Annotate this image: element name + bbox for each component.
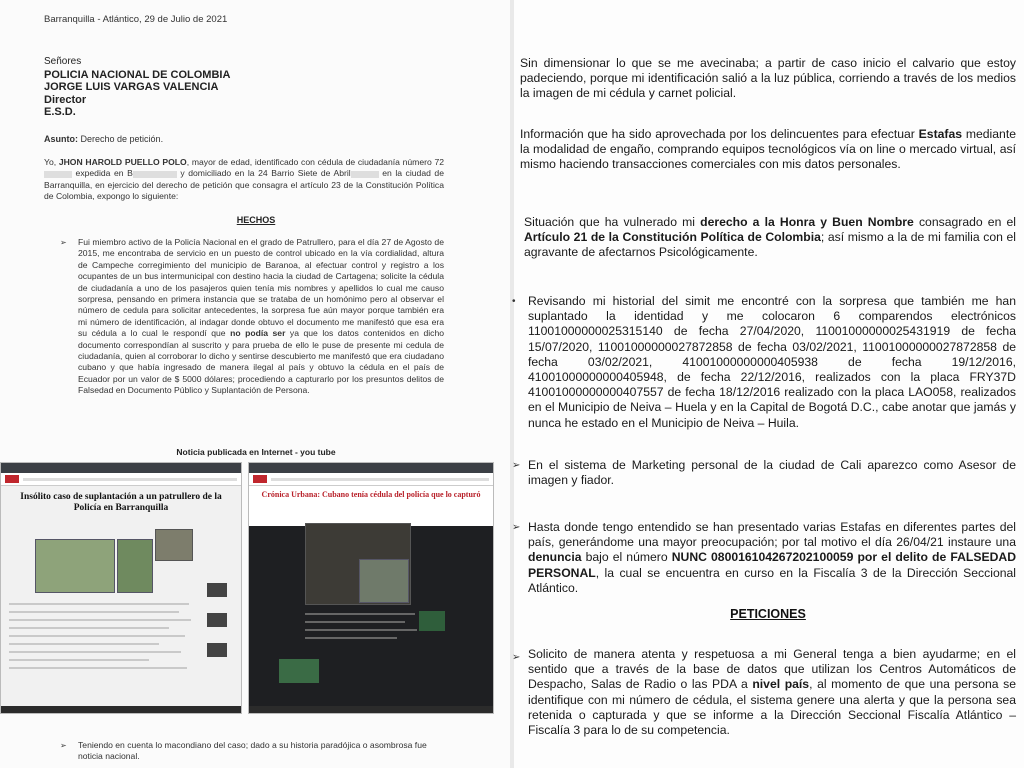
petitioner-name: JHON HAROLD PUELLO POLO bbox=[58, 157, 187, 167]
ad-thumbnail bbox=[419, 611, 445, 631]
news-caption: Noticia publicada en Internet - you tube bbox=[176, 447, 336, 457]
paragraph-emphasis: Artículo 21 de la Constitución Política de Colombia bbox=[524, 230, 821, 245]
article-text-line bbox=[9, 619, 191, 621]
paragraph-emphasis: denuncia bbox=[528, 550, 582, 565]
recipient-dept: E.S.D. bbox=[44, 106, 76, 119]
recipient-name: JORGE LUIS VARGAS VALENCIA bbox=[44, 81, 219, 94]
intro-paragraph bbox=[44, 157, 444, 203]
paragraph-emphasis: Estafas bbox=[918, 127, 963, 141]
paragraph-text: , al momento de que una persona se identifique con mi número de cédula, el sistema genere una alerta y que la persona sea retenida o capturada y que se informe a la Dirección Seccional Fiscalía Atlántico – Fiscalía 3 para lo de su competencia. bbox=[528, 677, 1016, 738]
paragraph-emphasis: derecho a la Honra y Buen Nombre bbox=[700, 215, 914, 229]
paragraph-text: , la cual se encuentra en curso en la Fiscalía 3 de la Dirección Seccional Atlántico. bbox=[528, 565, 1016, 595]
subject-label: Asunto: bbox=[44, 134, 78, 144]
article-text-line bbox=[305, 613, 415, 615]
browser-titlebar bbox=[1, 463, 241, 473]
article-text-line bbox=[9, 643, 159, 645]
paragraph-denuncia bbox=[528, 520, 1016, 596]
police-card-image bbox=[117, 539, 153, 593]
paragraph-marketing: En el sistema de Marketing personal de la ciudad de Cali aparezco como Asesor de imagen y fiador. bbox=[528, 458, 1016, 488]
intro-text: Yo, bbox=[44, 157, 59, 167]
os-taskbar bbox=[249, 706, 493, 713]
redaction-blur bbox=[351, 171, 379, 178]
recipient-org: POLICIA NACIONAL DE COLOMBIA bbox=[44, 68, 231, 81]
redaction-blur bbox=[44, 171, 72, 178]
paragraph-honra bbox=[524, 215, 1016, 261]
paragraph-text: Solicito de manera atenta y respetuosa a mi General tenga a bien ayudarme; en el sentido que a través de la base de datos que utilizan los Centros Automáticos de Despacho, Salas de Radio o las PDA a bbox=[528, 647, 1016, 692]
hechos-text: ya que los datos contenidos en dicho documento correspondían al suscrito y para prueba de ello le puse de presente mi cedula de ciudadanía, quien al corroborar lo dicho y sentirse descubierto me manifestó que era ciudadano cubano y que había ingresado de manera ilegal al país y obtuvo la cédula en el país de Ecuador por un valor de $ 5000 dólares; procediendo a capturarlo por los presuntos delitos de Falsedad en Documento Público y Suplantación de Persona. bbox=[78, 328, 445, 396]
paragraph-text: Información que ha sido aprovechada por los delincuentes para efectuar bbox=[520, 127, 919, 141]
intro-text: expedida en B bbox=[72, 168, 133, 179]
news-headline-1: Insólito caso de suplantación a un patrullero de la Policía en Barranquilla bbox=[20, 492, 222, 513]
id-card-image bbox=[359, 559, 409, 603]
article-text-line bbox=[9, 635, 185, 637]
bullet-arrow-icon: ➢ bbox=[60, 238, 67, 247]
article-text-line bbox=[305, 621, 405, 623]
paragraph-calvario: Sin dimensionar lo que se me avecinaba; a partir de caso inicio el calvario que estoy padeciendo, porque mi identificación salió a la luz pública, corriendo a través de los medios la imagen de mi cédula y carnet policial. bbox=[520, 56, 1016, 101]
paragraph-solicitud bbox=[528, 647, 1016, 738]
intro-text: , mayor de edad, identificado con cédula de ciudadanía número 72 bbox=[186, 157, 444, 167]
paragraph-emphasis: NUNC 080016104267202100059 por el delito de FALSEDAD PERSONAL bbox=[528, 550, 1016, 580]
article-text-line bbox=[9, 667, 187, 669]
closing-paragraph: Teniendo en cuenta lo macondiano del caso; dado a su historia paradójica o asombrosa fue noticia nacional. bbox=[78, 740, 427, 762]
sidebar-thumbnail bbox=[207, 643, 227, 657]
news-headline-2: Crónica Urbana: Cubano tenía cédula del policía que lo capturó bbox=[261, 490, 481, 499]
id-card-image bbox=[35, 539, 115, 593]
site-menu-bar bbox=[271, 478, 489, 481]
news-screenshot-1 bbox=[0, 462, 242, 714]
recipient-title: Director bbox=[44, 93, 87, 106]
paragraph-emphasis: nivel país bbox=[752, 677, 810, 692]
officer-photo bbox=[155, 529, 193, 561]
paragraph-text: Situación que ha vulnerado mi bbox=[524, 215, 701, 229]
bullet-arrow-icon: ➢ bbox=[512, 460, 521, 471]
site-logo-icon bbox=[253, 475, 267, 483]
subject-text: Derecho de petición. bbox=[80, 134, 164, 144]
hechos-paragraph bbox=[78, 237, 444, 397]
letter-date: Barranquilla - Atlántico, 29 de Julio de 2021 bbox=[44, 14, 228, 25]
subject-line bbox=[44, 134, 163, 144]
article-text-line bbox=[305, 629, 417, 631]
browser-titlebar bbox=[249, 463, 493, 473]
ad-thumbnail bbox=[279, 659, 319, 683]
intro-text: en la ciudad de Barranquilla, en ejercicio del derecho de petición que consagra el artículo 23 de la Constitución Política de Colombia, expongo lo siguiente: bbox=[44, 168, 444, 202]
paragraph-text: ; así mismo a la de mi familia con el agravante de afectarnos Psicológicamente. bbox=[524, 230, 1016, 260]
headline-area bbox=[249, 486, 493, 526]
news-site-header bbox=[249, 473, 493, 486]
bullet-arrow-icon: ➢ bbox=[512, 652, 521, 663]
bullet-arrow-icon: ➢ bbox=[512, 522, 521, 533]
paragraph-text: Hasta donde tengo entendido se han presentado varias Estafas en diferentes partes del país, generándome una mayor preocupación; por tal motivo el día 26/04/21 instaure una bbox=[528, 520, 1016, 550]
bullet-arrow-icon: ➢ bbox=[60, 741, 67, 750]
article-text-line bbox=[9, 611, 179, 613]
news-screenshot-2 bbox=[248, 462, 494, 714]
news-site-header bbox=[1, 473, 241, 486]
sidebar-thumbnail bbox=[207, 583, 227, 597]
article-text-line bbox=[9, 659, 149, 661]
hechos-emphasis: no podía ser bbox=[230, 328, 286, 339]
paragraph-text: mediante la modalidad de engaño, comprando equipos tecnológicos vía on line o mercado virtual, así mismo haciendo transacciones comerciales con mis datos personales. bbox=[520, 127, 1016, 172]
peticiones-heading: PETICIONES bbox=[730, 607, 806, 621]
article-text-line bbox=[305, 637, 397, 639]
article-text-line bbox=[9, 627, 169, 629]
intro-text: y domiciliado en la 24 Barrio Siete de Abril bbox=[176, 168, 351, 179]
recipient-block bbox=[44, 56, 230, 119]
redaction-blur bbox=[133, 171, 177, 178]
site-logo-icon bbox=[5, 475, 19, 483]
paragraph-text: consagrado en el bbox=[913, 215, 1016, 229]
paragraph-text: bajo el número bbox=[581, 550, 672, 565]
paragraph-estafas bbox=[520, 127, 1016, 173]
article-text-line bbox=[9, 603, 189, 605]
site-menu-bar bbox=[23, 478, 237, 481]
bullet-dot-icon: • bbox=[512, 296, 516, 307]
recipient-salutation: Señores bbox=[44, 56, 82, 67]
sidebar-thumbnail bbox=[207, 613, 227, 627]
hechos-heading: HECHOS bbox=[236, 215, 276, 225]
hechos-text: Fui miembro activo de la Policía Nacional en el grado de Patrullero, para el día 27 de Agosto de 2015, me encontraba de servicio en un puesto de control ubicado en la vía cordialidad, altura de Campeche corregimiento del municipio de Baranoa, al efectuar control y registro a los ocupantes de un bus intermunicipal con destino hacia la ciudad de Cartagena; solicite la cédula de ciudadanía a uno de los pasajeros quien tenía mis nombres y apellidos lo cual me causo sorpresa, pensando en primera instancia que se trataba de un homónimo pero al observar el número de cedula para solicitar antecedentes, la sorpresa fue aún mayor porque también era mi número de identificación, al indagar donde obtuvo el documento me manifestó que esa era su cédula a lo cual le respondí que bbox=[78, 237, 444, 339]
article-text-line bbox=[9, 651, 181, 653]
paragraph-simit: Revisando mi historial del simit me encontré con la sorpresa que también me han suplantado la identidad y me colocaron 6 comparendos electrónicos 11001000000025315140 de fecha 27/04/2020, 11001000000025431919 de fecha 15/07/2020, 11001000000027872858 de fecha 03/02/2021, 11001000000027872858 de fecha 03/02/2021, 41001000000000405938 de fecha 19/12/2016, 41001000000000405948, de fecha 22/12/2016, realizados con la placa FRY37D 41001000000000407557 de fecha 18/12/2016 realizado con la placa LAO058, realizados en el Municipio de Neiva – Huela y en la Capital de Bogotá D.C., cabe anotar que jamás y nunca he estado en el Municipio de Neiva – Huila. bbox=[528, 294, 1016, 430]
os-taskbar bbox=[1, 706, 241, 713]
